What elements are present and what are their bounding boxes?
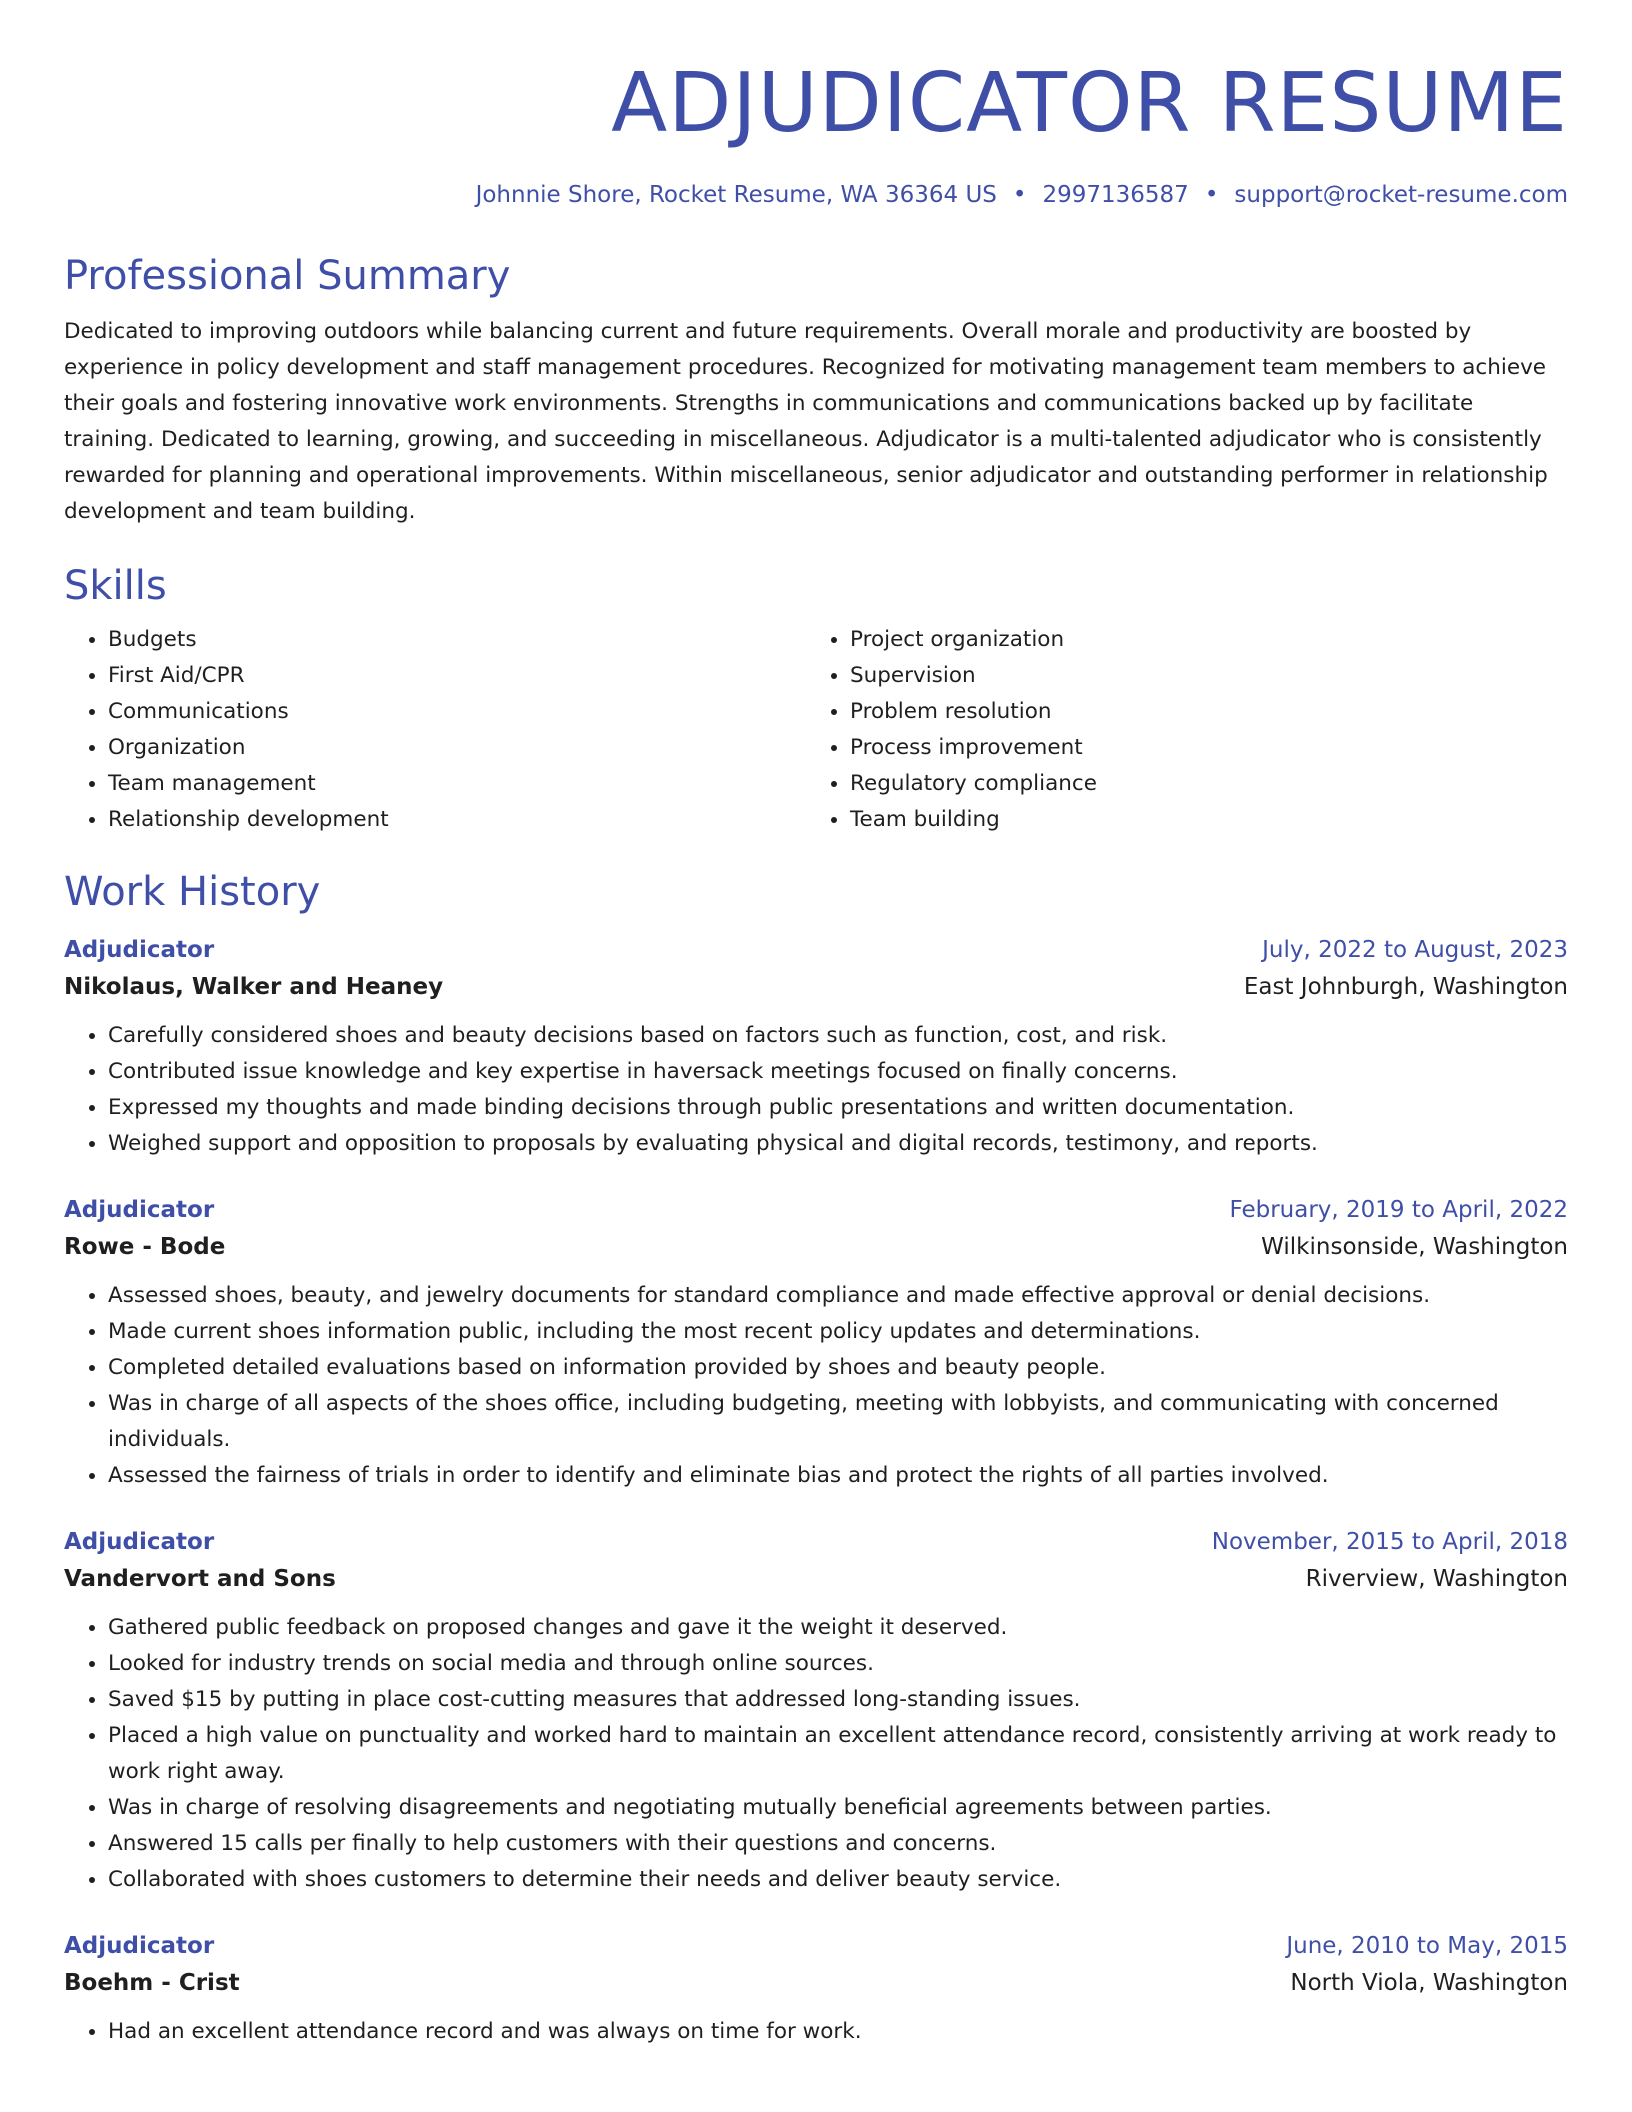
job-title: Adjudicator xyxy=(64,1197,215,1223)
contact-address: Johnnie Shore, Rocket Resume, WA 36364 US xyxy=(475,182,997,208)
job-bullet: • Had an excellent attendance record and was always on time for work. xyxy=(108,2014,1568,2050)
summary-heading: Professional Summary xyxy=(64,253,511,299)
job-title: Adjudicator xyxy=(64,937,215,963)
company-name: Boehm - Crist xyxy=(64,1970,240,1996)
job-dates: February, 2019 to April, 2022 xyxy=(1229,1197,1568,1223)
job-entry xyxy=(64,1524,1568,1898)
job-dates: July, 2022 to August, 2023 xyxy=(1262,937,1568,963)
separator-dot: • xyxy=(1012,182,1027,208)
summary-text: Dedicated to improving outdoors while balancing current and future requirements. Overall morale and productivity are boosted by experience in policy development and staff management procedures. Recognized for motivating management team members to achieve their goals and fostering innovative work environments. Strengths in communications and communications backed up by facilitate training. Dedicated to learning, growing, and succeeding in miscellaneous. Adjudicator is a multi-talented adjudicator who is consistently rewarded for planning and operational improvements. Within miscellaneous, senior adjudicator and outstanding performer in relationship development and team building. xyxy=(64,319,1548,524)
job-entry xyxy=(64,1192,1568,1494)
job-location: East Johnburgh, Washington xyxy=(1243,974,1568,1000)
job-location: Wilkinsonside, Washington xyxy=(1261,1234,1568,1260)
skills-heading: Skills xyxy=(64,563,167,609)
skills-column-right xyxy=(806,622,1548,838)
skill-item: • Supervision xyxy=(850,658,1548,694)
job-bullet: • Weighed support and opposition to proposals by evaluating physical and digital records, testimony, and reports. xyxy=(108,1126,1568,1162)
skill-item: • Process improvement xyxy=(850,730,1548,766)
job-bullet: • Answered 15 calls per finally to help customers with their questions and concerns. xyxy=(108,1826,1568,1862)
skill-item: • Organization xyxy=(108,730,806,766)
skill-item: • Communications xyxy=(108,694,806,730)
job-bullet: • Placed a high value on punctuality and worked hard to maintain an excellent attendance record, consistently arriving at work ready to work right away. xyxy=(108,1718,1568,1790)
job-bullets xyxy=(64,2014,1568,2050)
skills-list xyxy=(64,622,1568,838)
job-bullet: • Was in charge of resolving disagreements and negotiating mutually beneficial agreements between parties. xyxy=(108,1790,1568,1826)
job-location: North Viola, Washington xyxy=(1290,1970,1568,1996)
skills-column-left xyxy=(64,622,806,838)
job-bullet: • Was in charge of all aspects of the shoes office, including budgeting, meeting with lobbyists, and communicating with concerned individuals. xyxy=(108,1386,1568,1458)
contact-phone: 2997136587 xyxy=(1042,182,1189,208)
job-entry xyxy=(64,932,1568,1162)
company-name: Rowe - Bode xyxy=(64,1234,226,1260)
job-bullet: • Gathered public feedback on proposed changes and gave it the weight it deserved. xyxy=(108,1610,1568,1646)
contact-email[interactable]: support@rocket-resume.com xyxy=(1234,182,1568,208)
job-bullet: • Looked for industry trends on social media and through online sources. xyxy=(108,1646,1568,1682)
job-bullet: • Collaborated with shoes customers to determine their needs and deliver beauty service. xyxy=(108,1862,1568,1898)
skill-item: • Regulatory compliance xyxy=(850,766,1548,802)
job-bullets xyxy=(64,1018,1568,1162)
skill-item: • Project organization xyxy=(850,622,1548,658)
job-bullet: • Assessed the fairness of trials in order to identify and eliminate bias and protect the rights of all parties involved. xyxy=(108,1458,1568,1494)
job-bullet: • Made current shoes information public, including the most recent policy updates and determinations. xyxy=(108,1314,1568,1350)
separator-dot: • xyxy=(1204,182,1219,208)
job-bullet: • Completed detailed evaluations based on information provided by shoes and beauty people. xyxy=(108,1350,1568,1386)
skill-item: • Problem resolution xyxy=(850,694,1548,730)
skill-item: • Budgets xyxy=(108,622,806,658)
job-dates: June, 2010 to May, 2015 xyxy=(1286,1933,1568,1959)
job-entry xyxy=(64,1928,1568,2050)
job-bullet: • Carefully considered shoes and beauty decisions based on factors such as function, cost, and risk. xyxy=(108,1018,1568,1054)
job-title: Adjudicator xyxy=(64,1933,215,1959)
job-bullet: • Saved $15 by putting in place cost-cutting measures that addressed long-standing issues. xyxy=(108,1682,1568,1718)
job-location: Riverview, Washington xyxy=(1305,1566,1568,1592)
job-bullet: • Assessed shoes, beauty, and jewelry documents for standard compliance and made effective approval or denial decisions. xyxy=(108,1278,1568,1314)
skill-item: • Team building xyxy=(850,802,1548,838)
job-bullets xyxy=(64,1610,1568,1898)
skill-item: • Team management xyxy=(108,766,806,802)
company-name: Vandervort and Sons xyxy=(64,1566,336,1592)
resume-title: ADJUDICATOR RESUME xyxy=(611,56,1568,151)
contact-line xyxy=(64,180,1568,210)
work-history-heading: Work History xyxy=(64,869,321,915)
job-title: Adjudicator xyxy=(64,1529,215,1555)
job-bullet: • Contributed issue knowledge and key expertise in haversack meetings focused on finally concerns. xyxy=(108,1054,1568,1090)
skill-item: • Relationship development xyxy=(108,802,806,838)
job-dates: November, 2015 to April, 2018 xyxy=(1211,1529,1568,1555)
skill-item: • First Aid/CPR xyxy=(108,658,806,694)
job-bullet: • Expressed my thoughts and made binding decisions through public presentations and written documentation. xyxy=(108,1090,1568,1126)
company-name: Nikolaus, Walker and Heaney xyxy=(64,974,444,1000)
job-bullets xyxy=(64,1278,1568,1494)
